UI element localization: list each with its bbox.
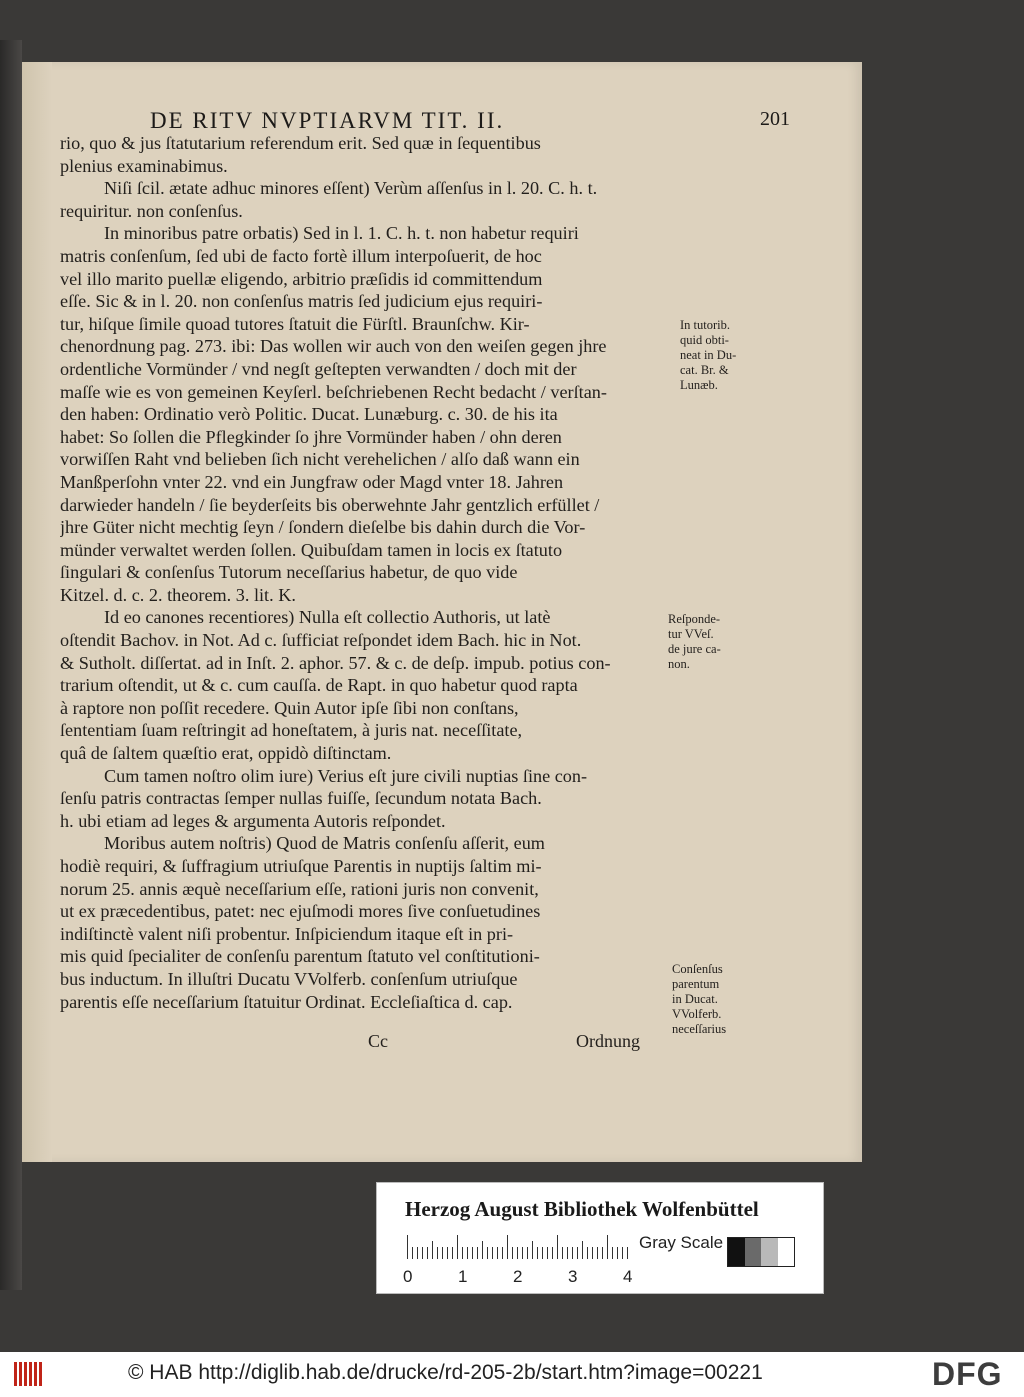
logo-bar [34, 1362, 37, 1386]
logo-bar [14, 1362, 17, 1386]
ruler-tick [617, 1247, 618, 1259]
logo-bar [19, 1362, 22, 1386]
page-number: 201 [760, 108, 790, 130]
text-line: Manßperſohn vnter 22. vnd ein Jungfraw oder Magd vnter 18. Jahren [60, 471, 564, 492]
margin-note-line: non. [668, 657, 690, 671]
margin-note-line: quid obti- [680, 333, 729, 347]
text-line: Id eo canones recentiores) Nulla eſt collectio Authoris, ut latè [104, 607, 551, 628]
ruler-tick [447, 1247, 448, 1259]
ruler-tick [537, 1247, 538, 1259]
body-text [60, 132, 670, 1013]
margin-note-line: In tutorib. [680, 318, 730, 332]
text-line: Kitzel. d. c. 2. theorem. 3. lit. K. [60, 584, 296, 605]
ruler-tick [492, 1247, 493, 1259]
ruler-tick [622, 1247, 623, 1259]
ruler-tick [477, 1247, 478, 1259]
text-line: rio, quo & jus ſtatutarium referendum erit. Sed quæ in ſequentibus [60, 133, 541, 153]
text-line: vel illo marito puellæ eligendo, arbitrio præſidis id committendum [60, 268, 543, 289]
ruler-tick [582, 1241, 583, 1259]
logo-bar [39, 1362, 42, 1386]
text-line: eſſe. Sic & in l. 20. non conſenſus matris ſed judicium ejus requiri- [60, 291, 543, 312]
text-line: jhre Güter nicht mechtig ſeyn / ſondern dieſelbe bis dahin durch die Vor- [60, 517, 586, 538]
ruler-tick [567, 1247, 568, 1259]
ruler-tick [597, 1247, 598, 1259]
margin-note-respondetur [668, 612, 721, 672]
text-line: ſenſu patris contractas ſemper nullas fuiſſe, ſecundum notata Bach. [60, 788, 542, 809]
text-line: ſingulari & conſenſus Tutorum neceſſarius habetur, de quo vide [60, 562, 518, 583]
ruler-number: 3 [568, 1267, 578, 1286]
text-line: chenordnung pag. 273. ibi: Das wollen wir auch von den weiſen gegen jhre [60, 336, 607, 357]
book-spine-edge [0, 40, 22, 1290]
ruler-tick [422, 1247, 423, 1259]
gray-swatch [761, 1238, 778, 1266]
ruler-tick [467, 1247, 468, 1259]
margin-note-line: tur VVeſ. [668, 627, 714, 641]
text-line: parentis eſſe neceſſarium ſtatuitur Ordinat. Eccleſiaſtica d. cap. [60, 991, 513, 1012]
ruler-tick [607, 1235, 608, 1259]
ruler-scale [407, 1235, 627, 1259]
ruler-tick [587, 1247, 588, 1259]
text-line: In minoribus patre orbatis) Sed in l. 1. C. h. t. non habetur requiri [104, 223, 579, 244]
ruler-tick [417, 1247, 418, 1259]
ruler-tick [592, 1247, 593, 1259]
margin-note-consensus [672, 962, 726, 1037]
signature-mark: Cc [368, 1031, 388, 1051]
ruler-tick [452, 1247, 453, 1259]
text-line: Niſi ſcil. ætate adhuc minores eſſent) Verùm aſſenſus in l. 20. C. h. t. [104, 178, 598, 199]
ruler-tick [407, 1235, 408, 1259]
ruler-tick [412, 1247, 413, 1259]
margin-note-line: de jure ca- [668, 642, 721, 656]
margin-note-line: parentum [672, 977, 720, 991]
text-line: quâ de ſaltem quæſtio erat, oppidò diſtinctam. [60, 743, 392, 764]
ruler-tick [577, 1247, 578, 1259]
text-line: à raptore non poſſit recedere. Quin Autor ipſe ſibi non conſtans, [60, 697, 519, 718]
logo-bar [24, 1362, 27, 1386]
footer-bar [0, 1352, 1024, 1397]
copyright-url: © HAB http://diglib.hab.de/drucke/rd-205-2b/start.htm?image=00221 [128, 1361, 763, 1384]
ruler-tick [517, 1247, 518, 1259]
ruler-tick [472, 1247, 473, 1259]
text-line: & Sutholt. diſſertat. ad in Inſt. 2. aphor. 57. & c. de deſp. impub. potius con- [60, 652, 611, 673]
color-scale-card [376, 1182, 824, 1294]
ruler-tick [572, 1247, 573, 1259]
text-line: ordentliche Vormünder / vnd negſt geſtepten verwandten / doch mit der [60, 358, 577, 379]
text-line: matris conſenſum, ſed ubi de facto fortè illum interpoſuerit, de hoc [60, 245, 542, 266]
library-name: Herzog August Bibliothek Wolfenbüttel [405, 1197, 759, 1221]
text-line: oſtendit Bachov. in Not. Ad c. ſufficiat reſpondet idem Bach. hic in Not. [60, 630, 582, 651]
text-line: requiritur. non conſenſus. [60, 200, 243, 221]
ruler-tick [437, 1247, 438, 1259]
ruler-tick [427, 1247, 428, 1259]
text-line: vorwiſſen Raht vnd belieben ſich nicht verehelichen / alſo daß wann ein [60, 449, 580, 470]
ruler-tick [462, 1247, 463, 1259]
ruler-tick [497, 1247, 498, 1259]
gray-swatch [745, 1238, 762, 1266]
text-line: ſententiam ſuam reſtringit ad honeſtatem, à juris nat. neceſſitate, [60, 720, 523, 741]
margin-note-line: neat in Du- [680, 348, 737, 362]
text-line: Cum tamen noſtro olim iure) Verius eſt jure civili nuptias ſine con- [104, 765, 588, 786]
margin-note-line: neceſſarius [672, 1022, 727, 1036]
ruler-tick [487, 1247, 488, 1259]
margin-note-line: VVolferb. [672, 1007, 722, 1021]
ruler-tick [502, 1247, 503, 1259]
text-line: hodiè requiri, & ſuffragium utriuſque Parentis in nuptijs ſaltim mi- [60, 856, 542, 876]
dfg-logo: DFG [932, 1356, 1003, 1392]
margin-note-line: Conſenſus [672, 962, 723, 976]
text-line: den haben: Ordinatio verò Politic. Ducat. Lunæburg. c. 30. de his ita [60, 404, 558, 425]
ruler-tick [627, 1247, 628, 1259]
ruler-number: 1 [458, 1267, 468, 1286]
ruler-tick [507, 1235, 508, 1259]
ruler-number: 0 [403, 1267, 413, 1286]
ruler-number: 4 [623, 1267, 633, 1286]
margin-note-line: cat. Br. & [680, 363, 729, 377]
text-line: h. ubi etiam ad leges & argumenta Autoris reſpondet. [60, 810, 446, 831]
ruler-tick [602, 1247, 603, 1259]
ruler-tick [442, 1247, 443, 1259]
margin-note-line: Lunæb. [680, 378, 718, 392]
text-line: bus inductum. In illuſtri Ducatu VVolferb. conſenſum utriuſque [60, 968, 518, 989]
text-line: maſſe wie es von gemeinen Keyſerl. beſchriebenen Recht bedacht / verſtan- [60, 381, 607, 402]
text-line: indiſtinctè valent niſi probentur. Inſpiciendum itaque eſt in pri- [60, 923, 514, 944]
ruler-tick [432, 1241, 433, 1259]
text-line: mis quid ſpecialiter de conſenſu parentum ſtatuto vel conſtitutioni- [60, 946, 540, 967]
ruler-tick [612, 1247, 613, 1259]
ruler-tick [542, 1247, 543, 1259]
ruler-tick [552, 1247, 553, 1259]
ruler-tick [562, 1247, 563, 1259]
gray-swatch [778, 1238, 795, 1266]
text-line: habet: So ſollen die Pflegkinder ſo jhre Vormünder haben / ohn deren [60, 426, 562, 447]
text-line: darwieder handeln / ſie beyderſeits bis oberwehnte Jahr gentzlich erfüllet / [60, 494, 600, 515]
ruler-tick [547, 1247, 548, 1259]
margin-note-line: in Ducat. [672, 992, 718, 1006]
ruler-tick [557, 1235, 558, 1259]
gray-scale-label: Gray Scale [639, 1233, 724, 1252]
margin-note-tutorib [680, 318, 736, 393]
text-line: münder verwaltet werden ſollen. Quibuſdam tamen in locis ex ſtatuto [60, 539, 563, 560]
ruler-number: 2 [513, 1267, 523, 1286]
ruler-tick [527, 1247, 528, 1259]
margin-note-line: Reſponde- [668, 612, 721, 626]
text-line: norum 25. annis æquè neceſſarium eſſe, rationi juris non convenit, [60, 878, 539, 899]
catchword: Ordnung [576, 1031, 640, 1051]
running-title: DE RITV NVPTIARVM TIT. II. [150, 108, 505, 133]
ruler-tick [512, 1247, 513, 1259]
text-line: Moribus autem noſtris) Quod de Matris conſenſu aſſerit, eum [104, 833, 545, 854]
ruler-tick [522, 1247, 523, 1259]
gray-scale-swatches [727, 1237, 795, 1267]
ruler-tick [482, 1241, 483, 1259]
text-line: trarium oſtendit, ut & c. cum cauſſa. de Rapt. in quo habetur quod rapta [60, 675, 578, 696]
text-line: ut ex præcedentibus, patet: nec ejuſmodi mores ſive conſuetudines [60, 901, 541, 922]
ruler-tick [532, 1241, 533, 1259]
logo-bar [29, 1362, 32, 1386]
text-line: plenius examinabimus. [60, 155, 228, 176]
gray-swatch [728, 1238, 745, 1266]
page-gutter [22, 62, 52, 1162]
ruler-tick [457, 1235, 458, 1259]
text-line: tur, hiſque ſimile quoad tutores ſtatuit die Fürſtl. Braunſchw. Kir- [60, 313, 530, 334]
hab-logo-icon [14, 1362, 46, 1386]
